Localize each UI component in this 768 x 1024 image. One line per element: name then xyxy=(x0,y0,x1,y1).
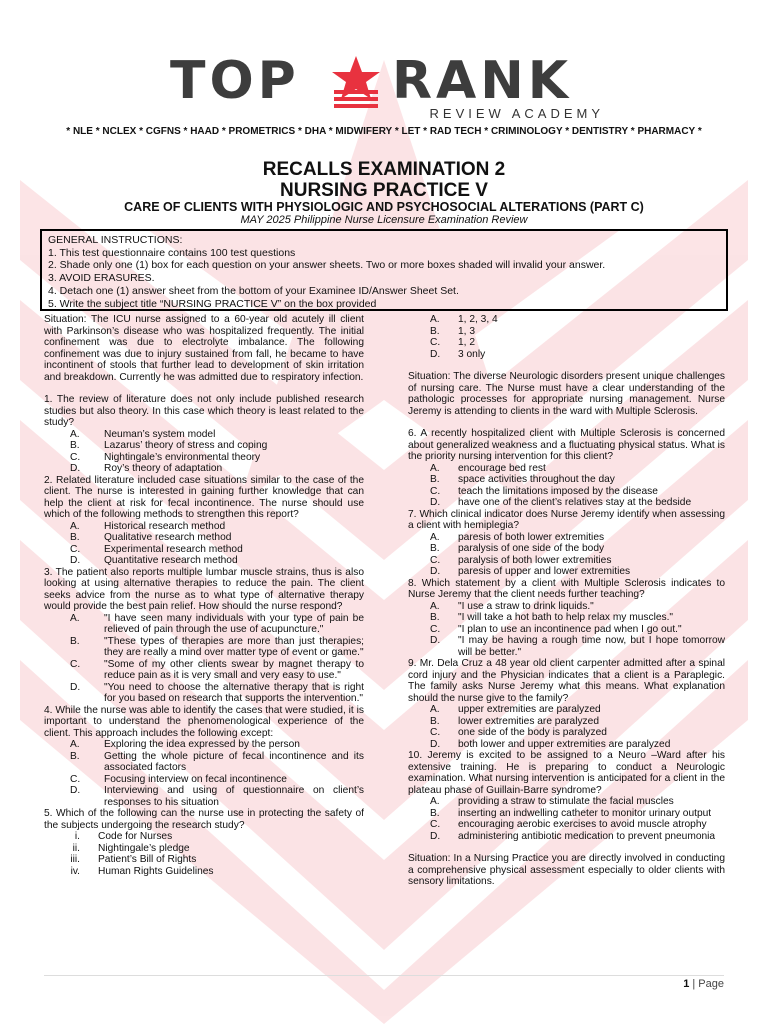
option-letter: ii. xyxy=(72,842,80,854)
option-letter: A. xyxy=(430,704,440,715)
option-letter: D. xyxy=(430,566,441,577)
answer-option xyxy=(408,326,725,338)
answer-option xyxy=(44,544,364,556)
page-footer xyxy=(683,978,724,990)
option-letter: D. xyxy=(430,738,441,750)
option-text: paralysis of both lower extremities xyxy=(458,554,612,566)
answer-option xyxy=(44,854,364,866)
option-text: encouraging aerobic exercises to avoid muscle atrophy xyxy=(458,819,707,830)
logo-star-icon xyxy=(328,54,384,112)
page-label: Page xyxy=(698,978,724,990)
option-letter: iv. xyxy=(70,865,80,877)
answer-option xyxy=(408,635,725,658)
option-letter: A. xyxy=(430,314,440,325)
option-text: encourage bed rest xyxy=(458,462,546,474)
answer-option xyxy=(408,543,725,555)
answer-option xyxy=(408,624,725,636)
answer-option xyxy=(44,739,364,751)
option-text: inserting an indwelling catheter to monitor urinary output xyxy=(458,807,712,819)
answer-option xyxy=(44,682,364,705)
answer-option xyxy=(408,497,725,509)
program-list: * NLE * NCLEX * CGFNS * HAAD * PROMETRICS * DHA * MIDWIFERY * LET * RAD TECH * CRIMINOLOGY * DENTISTRY * PHARMACY * xyxy=(66,126,702,137)
answer-option xyxy=(408,566,725,578)
option-text: "Some of my other clients swear by magnet therapy to reduce pain as it is very small and very easy to use." xyxy=(104,658,364,681)
option-text: both lower and upper extremities are paralyzed xyxy=(458,738,671,750)
instruction-item: 2. Shade only one (1) box for each question on your answer sheets. Two or more boxes shaded will invalid your answer. xyxy=(48,259,606,272)
instruction-item: 1. This test questionnaire contains 100 test questions xyxy=(48,246,296,259)
answer-option xyxy=(408,819,725,831)
option-letter: A. xyxy=(430,462,440,474)
question-stem: 5. Which of the following can the nurse use in protecting the safety of the subjects undergoing the research study? xyxy=(44,808,364,831)
option-letter: D. xyxy=(70,555,81,566)
option-letter: A. xyxy=(70,739,80,750)
option-letter: C. xyxy=(70,658,81,670)
option-text: have one of the client’s relatives stay at the bedside xyxy=(458,497,692,508)
option-text: "These types of therapies are more than just therapies; they are really a mind over matter type of event or game." xyxy=(104,635,364,658)
answer-option xyxy=(408,808,725,820)
option-letter: C. xyxy=(430,819,441,830)
answer-option xyxy=(408,532,725,544)
question-stem: 10. Jeremy is excited to be assigned to a Neuro –Ward after his extensive training. He is preparing to conduct a Neurologic examination. What nursing intervention is anticipated for a client in the plateau phase of Guillain-Barre syndrome? xyxy=(408,750,725,796)
option-letter: B. xyxy=(430,474,440,485)
answer-option xyxy=(44,452,364,464)
option-letter: B. xyxy=(430,325,440,337)
answer-option xyxy=(44,521,364,533)
answer-option xyxy=(44,532,364,544)
answer-option xyxy=(44,613,364,636)
subject-title: CARE OF CLIENTS WITH PHYSIOLOGIC AND PSYCHOSOCIAL ALTERATIONS (PART C) xyxy=(124,200,644,214)
left-column xyxy=(44,314,364,877)
option-letter: D. xyxy=(70,681,81,693)
option-text: paralysis of one side of the body xyxy=(458,543,605,554)
option-letter: C. xyxy=(70,451,81,463)
logo-word-rank: RANK xyxy=(392,51,573,111)
option-text: Interviewing and using of questionnaire on client’s responses to his situation xyxy=(104,785,364,808)
option-letter: A. xyxy=(70,520,80,532)
footer-separator: | xyxy=(692,978,696,990)
answer-option xyxy=(408,555,725,567)
option-text: "I plan to use an incontinence pad when I go out." xyxy=(458,623,682,635)
answer-option xyxy=(408,716,725,728)
question-stem: 1. The review of literature does not only include published research studies but also theory. In this case which theory is least related to the study? xyxy=(44,394,364,428)
answer-option xyxy=(408,831,725,843)
instruction-item: 3. AVOID ERASURES. xyxy=(48,272,155,285)
option-text: "I use a straw to drink liquids." xyxy=(458,600,594,612)
answer-option xyxy=(44,463,364,475)
option-text: paresis of both lower extremities xyxy=(458,531,605,543)
answer-option xyxy=(44,774,364,786)
question-stem: 3. The patient also reports multiple lumbar muscle strains, thus is also looking at using alternative therapies to reduce the pain. The client seeks advice from the nurse as to what type of alternative therapy would provide the best pain relief. How should the nurse respond? xyxy=(44,566,364,612)
question-stem: 6. A recently hospitalized client with Multiple Sclerosis is concerned about generalized weakness and a fluctuating physical status. What is the priority nursing intervention for this client? xyxy=(408,428,725,462)
answer-option xyxy=(44,440,364,452)
answer-option xyxy=(44,636,364,659)
page-number: 1 xyxy=(683,978,690,990)
option-text: providing a straw to stimulate the facial muscles xyxy=(458,796,674,807)
exam-title: RECALLS EXAMINATION 2 xyxy=(262,159,506,180)
option-text: Focusing interview on fecal incontinence xyxy=(104,773,287,785)
option-text: "I will take a hot bath to help relax my muscles." xyxy=(458,612,674,623)
option-text: Exploring the idea expressed by the person xyxy=(104,739,300,750)
option-text: administering antibiotic medication to prevent pneumonia xyxy=(458,830,716,842)
option-letter: D. xyxy=(70,463,81,474)
option-text: "You need to choose the alternative therapy that is right for you based on research that supports the intervention." xyxy=(104,681,364,704)
option-letter: D. xyxy=(70,785,81,796)
option-letter: B. xyxy=(70,750,80,762)
question-stem: 2. Related literature included case situations similar to the case of the client. The nurse is interested in gaining further knowledge that can help the client at risk for fecal incontinence. The nurse should use which of the following methods to strengthen this report? xyxy=(44,474,364,520)
answer-option xyxy=(408,314,725,326)
option-text: paresis of upper and lower extremities xyxy=(458,566,631,577)
situation-paragraph: Situation: The ICU nurse assigned to a 60-year old acutely ill client with Parkinson’s disease who was hospitalized frequently. The initial confinement was due to electrolyte imbalance. The following confinement was due to injury sustained from fall, he became to have incontinent of stools that further lead to development of skin irritation and breakdown. Currently he was admitted due to respiratory infection. xyxy=(44,314,364,383)
question-stem: 9. Mr. Dela Cruz a 48 year old client carpenter admitted after a spinal cord injury and the Physician indicates that a client is a Paraplegic. The family asks Nurse Jeremy what this means. What explanation should the nurse give to the family? xyxy=(408,658,725,704)
option-text: space activities throughout the day xyxy=(458,474,615,485)
option-letter: i. xyxy=(74,831,80,842)
option-letter: A. xyxy=(430,600,440,612)
option-letter: B. xyxy=(70,532,80,543)
answer-option xyxy=(408,727,725,739)
option-text: upper extremities are paralyzed xyxy=(458,704,601,715)
question-stem: 8. Which statement by a client with Multiple Sclerosis indicates to Nurse Jeremy that the client needs further teaching? xyxy=(408,577,725,600)
option-letter: A. xyxy=(70,612,80,624)
option-text: Lazarus’ theory of stress and coping xyxy=(104,440,268,451)
option-text: teach the limitations imposed by the disease xyxy=(458,485,658,497)
option-letter: C. xyxy=(430,337,441,348)
answer-option xyxy=(408,337,725,349)
option-letter: B. xyxy=(70,440,80,451)
option-letter: C. xyxy=(430,623,441,635)
answer-option xyxy=(408,463,725,475)
option-text: 1, 2 xyxy=(458,337,475,348)
option-letter: C. xyxy=(70,543,81,555)
option-letter: C. xyxy=(70,773,81,785)
answer-option xyxy=(408,486,725,498)
option-text: Patient’s Bill of Rights xyxy=(98,854,197,865)
option-text: Experimental research method xyxy=(104,543,243,555)
question-stem: 4. While the nurse was able to identify the cases that were studied, it is important to understand the phenomenological experience of the client. This approach includes the following except: xyxy=(44,704,364,739)
logo-word-top: TOP xyxy=(170,51,300,111)
option-letter: B. xyxy=(70,635,80,647)
option-letter: C. xyxy=(430,485,441,497)
answer-option xyxy=(44,751,364,774)
option-letter: B. xyxy=(430,543,440,554)
situation-paragraph: Situation: In a Nursing Practice you are directly involved in conducting a comprehensive physical assessment especially to older clients with sensory limitations. xyxy=(408,853,725,887)
option-text: Historical research method xyxy=(104,520,226,532)
option-letter: B. xyxy=(430,612,440,623)
option-text: lower extremities are paralyzed xyxy=(458,715,599,727)
right-column xyxy=(408,314,725,888)
logo-subtitle: REVIEW ACADEMY xyxy=(429,106,604,121)
option-text: Neuman’s system model xyxy=(104,428,216,440)
option-letter: C. xyxy=(430,727,441,738)
option-text: Human Rights Guidelines xyxy=(98,865,214,877)
general-instructions-box xyxy=(40,229,728,311)
option-letter: iii. xyxy=(70,854,80,865)
answer-option xyxy=(408,474,725,486)
option-text: Getting the whole picture of fecal incontinence and its associated factors xyxy=(104,750,364,773)
situation-paragraph: Situation: The diverse Neurologic disorders present unique challenges of nursing care. The Nurse must have a clear understanding of the pathologic processes for appropriate nursing management. Nurse Jeremy is attending to clients in the ward with Multiple Sclerosis. xyxy=(408,371,725,417)
answer-option xyxy=(44,831,364,843)
question-stem: 7. Which clinical indicator does Nurse Jeremy identify when assessing a client with hemiplegia? xyxy=(408,508,725,531)
exam-subtitle: NURSING PRACTICE V xyxy=(280,180,488,201)
option-text: one side of the body is paralyzed xyxy=(458,727,607,738)
answer-option xyxy=(44,785,364,808)
option-letter: B. xyxy=(430,715,440,727)
answer-option xyxy=(408,612,725,624)
option-letter: A. xyxy=(430,796,440,807)
answer-option xyxy=(408,739,725,751)
option-text: Nightingale’s environmental theory xyxy=(104,451,261,463)
review-line: MAY 2025 Philippine Nurse Licensure Examination Review xyxy=(240,214,528,226)
footer-divider xyxy=(44,975,724,976)
answer-option xyxy=(408,704,725,716)
option-letter: D. xyxy=(430,830,441,842)
answer-option xyxy=(408,796,725,808)
option-text: Code for Nurses xyxy=(98,831,173,842)
logo xyxy=(170,52,610,124)
answer-option xyxy=(408,349,725,361)
option-letter: D. xyxy=(430,348,441,360)
option-text: "I may be having a rough time now, but I hope tomorrow will be better." xyxy=(458,635,725,658)
option-text: 1, 2, 3, 4 xyxy=(458,314,498,325)
answer-option xyxy=(44,555,364,567)
option-letter: C. xyxy=(430,554,441,566)
option-text: Roy’s theory of adaptation xyxy=(104,463,223,474)
option-letter: D. xyxy=(430,635,441,646)
instruction-item: 5. Write the subject title “NURSING PRACTICE V” on the box provided xyxy=(48,297,377,310)
option-text: Qualitative research method xyxy=(104,532,232,543)
option-text: 1, 3 xyxy=(458,325,475,337)
option-letter: A. xyxy=(70,428,80,440)
instruction-item: 4. Detach one (1) answer sheet from the bottom of your Examinee ID/Answer Sheet Set. xyxy=(48,284,459,297)
answer-option xyxy=(44,659,364,682)
option-text: Nightingale’s pledge xyxy=(98,842,190,854)
answer-option xyxy=(44,843,364,855)
instructions-heading: GENERAL INSTRUCTIONS: xyxy=(48,234,183,246)
answer-option xyxy=(408,601,725,613)
option-letter: D. xyxy=(430,497,441,508)
answer-option xyxy=(44,429,364,441)
option-text: "I have seen many individuals with your type of pain be relieved of pain through the use of acupuncture." xyxy=(104,612,364,635)
option-letter: A. xyxy=(430,531,440,543)
answer-option xyxy=(44,866,364,878)
option-letter: B. xyxy=(430,807,440,819)
option-text: Quantitative research method xyxy=(104,555,238,566)
option-text: 3 only xyxy=(458,348,486,360)
